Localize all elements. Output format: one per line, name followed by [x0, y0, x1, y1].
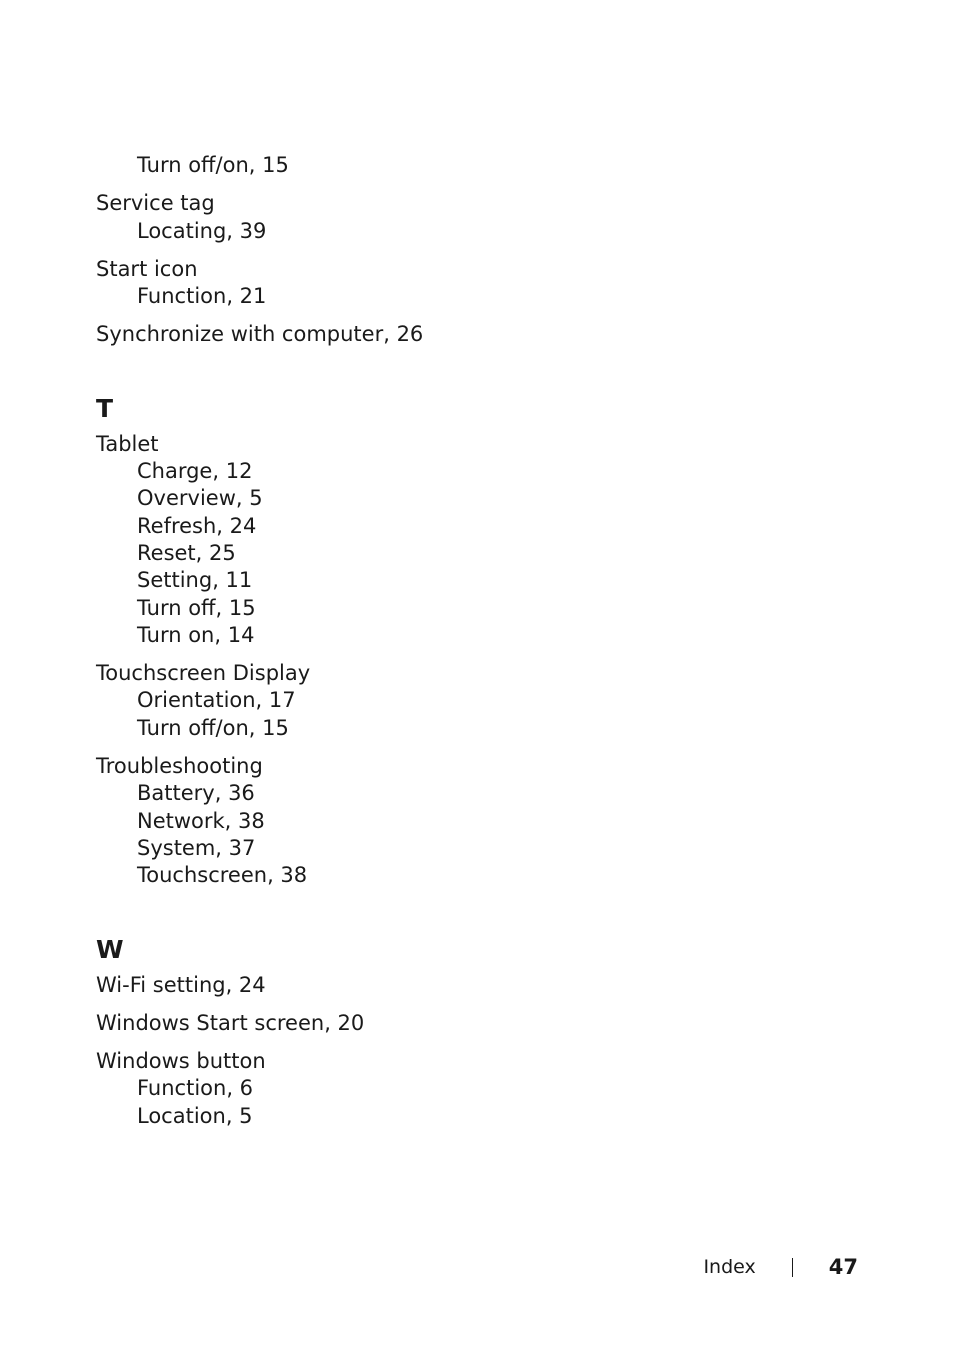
- index-subentry: Touchscreen, 38: [137, 863, 308, 888]
- index-entry: Windows Start screen, 20: [96, 1010, 365, 1035]
- index-page-content: [96, 152, 876, 1130]
- index-subentry: Location, 5: [137, 1103, 253, 1128]
- footer-section-label: Index: [703, 1256, 756, 1278]
- index-subentry: Function, 6: [137, 1076, 254, 1101]
- index-subentry: Orientation, 17: [137, 688, 296, 713]
- index-entry: Wi-Fi setting, 24: [96, 972, 266, 997]
- index-entry: Start icon: [96, 256, 198, 281]
- index-entry: Service tag: [96, 191, 215, 216]
- index-subentry: Network, 38: [137, 808, 265, 833]
- index-subentry: Turn on, 14: [137, 622, 255, 647]
- index-subentry: Charge, 12: [137, 459, 253, 484]
- index-entry: Windows button: [96, 1049, 266, 1074]
- footer-divider: [792, 1258, 793, 1277]
- index-subentry: Setting, 11: [137, 568, 253, 593]
- page-footer: [703, 1253, 858, 1281]
- index-entry: Troubleshooting: [96, 754, 263, 779]
- index-entry: Tablet: [96, 431, 159, 456]
- index-subentry: Function, 21: [137, 284, 267, 309]
- index-subentry: Refresh, 24: [137, 513, 257, 538]
- index-subentry: Turn off/on, 15: [137, 153, 289, 177]
- page-number: 47: [828, 1255, 858, 1279]
- index-subentry: Locating, 39: [137, 218, 267, 243]
- index-letter-heading: T: [96, 393, 114, 423]
- index-subentry: Reset, 25: [137, 540, 236, 565]
- index-subentry: Turn off, 15: [137, 595, 256, 620]
- index-entry: Touchscreen Display: [96, 661, 311, 686]
- index-subentry: System, 37: [137, 835, 256, 860]
- index-entry: Synchronize with computer, 26: [96, 322, 424, 347]
- index-letter-heading: W: [96, 934, 124, 964]
- index-subentry: Overview, 5: [137, 486, 263, 511]
- index-subentry: Battery, 36: [137, 781, 255, 806]
- index-subentry: Turn off/on, 15: [137, 715, 289, 740]
